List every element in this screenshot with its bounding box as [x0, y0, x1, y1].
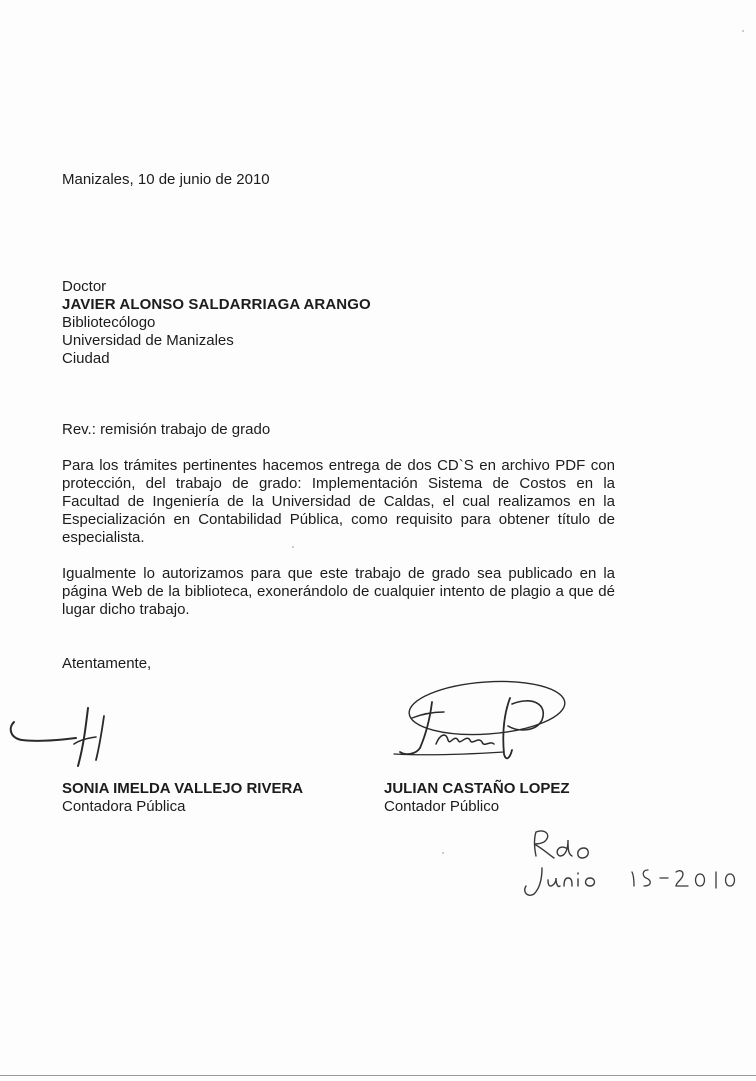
scan-speck — [742, 30, 744, 32]
signatory-1-role: Contadora Pública — [62, 798, 186, 815]
signatory-block-2 — [384, 780, 570, 816]
date-line: Manizales, 10 de junio de 2010 — [62, 171, 270, 188]
recipient-block — [62, 278, 371, 368]
closing-line: Atentamente, — [62, 655, 152, 672]
signatory-block-1 — [62, 780, 303, 816]
signatory-2-role: Contador Público — [384, 798, 500, 815]
signature-sonia-vallejo — [4, 704, 124, 774]
scan-speck — [292, 546, 294, 548]
signatory-1-name: SONIA IMELDA VALLEJO RIVERA — [62, 780, 304, 797]
signatory-2-name: JULIAN CASTAÑO LOPEZ — [384, 780, 570, 797]
recipient-institution: Universidad de Manizales — [62, 332, 234, 349]
scan-speck — [442, 852, 444, 854]
handwritten-receipt-note — [520, 826, 750, 906]
scan-bottom-edge — [0, 1075, 756, 1076]
subject-line: Rev.: remisión trabajo de grado — [62, 421, 271, 438]
body-paragraph-2: Igualmente lo autorizamos para que este trabajo de grado sea publicado en la página Web de la biblioteca, exonerándolo de cualquier intento de plagio a que dé lugar dicho trabajo. — [62, 565, 615, 618]
recipient-salutation: Doctor — [62, 278, 107, 295]
body-paragraph-1: Para los trámites pertinentes hacemos entrega de dos CD`S en archivo PDF con protección, del trabajo de grado: Implementación Sistema de Costos en la Facultad de Ingeniería de la Universidad de Caldas, el cual realizamos en la Especialización en Contabilidad Pública, como requisito para obtener título de especialista. — [62, 457, 615, 546]
signature-julian-castano — [392, 674, 572, 774]
recipient-name: JAVIER ALONSO SALDARRIAGA ARANGO — [62, 296, 371, 313]
recipient-position: Bibliotecólogo — [62, 314, 156, 331]
recipient-city: Ciudad — [62, 350, 110, 367]
